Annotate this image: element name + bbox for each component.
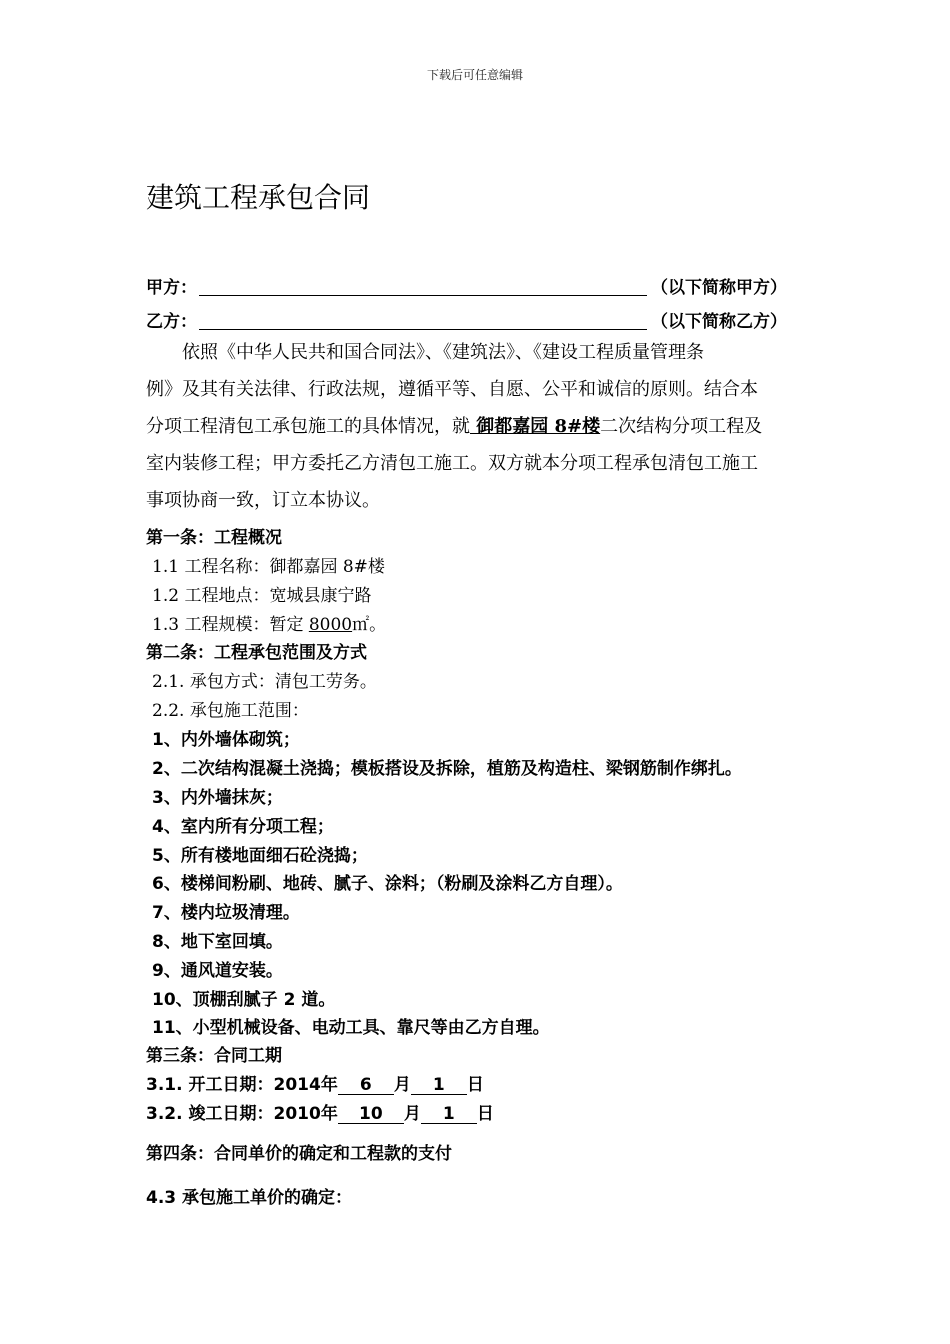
scope-item: 6、楼梯间粉刷、地砖、腻子、涂料；（粉刷及涂料乙方自理）。 <box>152 874 623 894</box>
start-month[interactable]: 6 <box>338 1076 394 1095</box>
party-a-line <box>146 273 787 298</box>
start-day[interactable]: 1 <box>411 1076 467 1095</box>
article-3-heading: 第三条：合同工期 <box>146 1046 282 1066</box>
start-date-label: 3.1. 开工日期： <box>146 1075 274 1095</box>
article-2-item: 2.1. 承包方式：清包工劳务。 <box>152 672 377 692</box>
intro-line-3-post: 二次结构分项工程及 <box>600 416 763 437</box>
month-unit: 月 <box>403 1104 421 1124</box>
scope-item: 11、小型机械设备、电动工具、靠尺等由乙方自理。 <box>152 1018 550 1038</box>
project-name-underlined: 御都嘉园 8#楼 <box>470 416 601 437</box>
article-2-item: 2.2. 承包施工范围： <box>152 701 309 721</box>
article-4-heading: 第四条：合同单价的确定和工程款的支付 <box>146 1144 452 1164</box>
intro-line-1: 依照《中华人民共和国合同法》、《建筑法》、《建设工程质量管理条 <box>182 342 704 363</box>
scale-unit: ㎡。 <box>352 615 387 635</box>
end-date-line <box>146 1099 494 1124</box>
party-a-label: 甲方： <box>146 278 197 298</box>
month-unit: 月 <box>393 1075 411 1095</box>
article-1-heading: 第一条：工程概况 <box>146 528 282 548</box>
start-date-line <box>146 1070 484 1095</box>
party-b-suffix: （以下简称乙方） <box>651 312 787 332</box>
end-day[interactable]: 1 <box>421 1105 477 1124</box>
document-title: 建筑工程承包合同 <box>146 181 371 214</box>
party-b-line <box>146 307 787 332</box>
article-4-sub: 4.3 承包施工单价的确定： <box>146 1188 353 1208</box>
party-a-blank[interactable] <box>199 277 647 296</box>
scope-item: 4、室内所有分项工程； <box>152 817 334 837</box>
scope-item: 1、内外墙体砌筑； <box>152 730 300 750</box>
intro-line-4: 室内装修工程；甲方委托乙方清包工施工。双方就本分项工程承包清包工施工 <box>146 453 758 474</box>
scope-item: 3、内外墙抹灰； <box>152 788 283 808</box>
start-year: 2014 <box>273 1075 321 1095</box>
day-unit: 日 <box>466 1075 484 1095</box>
scale-value: 8000 <box>308 615 353 635</box>
year-unit: 年 <box>320 1075 338 1095</box>
scope-item: 7、楼内垃圾清理。 <box>152 903 300 923</box>
party-b-blank[interactable] <box>199 311 647 330</box>
day-unit: 日 <box>476 1104 494 1124</box>
article-2-heading: 第二条：工程承包范围及方式 <box>146 643 367 663</box>
scope-item: 8、地下室回填。 <box>152 932 283 952</box>
intro-line-3 <box>146 408 762 445</box>
scope-item: 2、二次结构混凝土浇捣；模板搭设及拆除，植筋及构造柱、梁钢筋制作绑扎。 <box>152 759 742 779</box>
intro-line-2: 例》及其有关法律、行政法规，遵循平等、自愿、公平和诚信的原则。结合本 <box>146 379 758 400</box>
party-a-suffix: （以下简称甲方） <box>651 278 787 298</box>
end-month[interactable]: 10 <box>338 1105 404 1124</box>
scope-item: 10、顶棚刮腻子 2 道。 <box>152 990 336 1010</box>
article-1-scale <box>152 610 386 635</box>
intro-line-3-pre: 分项工程清包工承包施工的具体情况，就 <box>146 416 470 437</box>
end-date-label: 3.2. 竣工日期： <box>146 1104 274 1124</box>
article-1-item: 1.2 工程地点：宽城县康宁路 <box>152 586 372 606</box>
scope-item: 5、所有楼地面细石砼浇捣； <box>152 846 368 866</box>
intro-line-5: 事项协商一致，订立本协议。 <box>146 490 380 511</box>
end-year: 2010 <box>273 1104 321 1124</box>
scale-label: 1.3 工程规模：暂定 <box>152 615 309 635</box>
article-1-item: 1.1 工程名称：御都嘉园 8#楼 <box>152 557 385 577</box>
party-b-label: 乙方： <box>146 312 197 332</box>
year-unit: 年 <box>320 1104 338 1124</box>
scope-item: 9、通风道安装。 <box>152 961 283 981</box>
header-note: 下载后可任意编辑 <box>426 68 523 82</box>
